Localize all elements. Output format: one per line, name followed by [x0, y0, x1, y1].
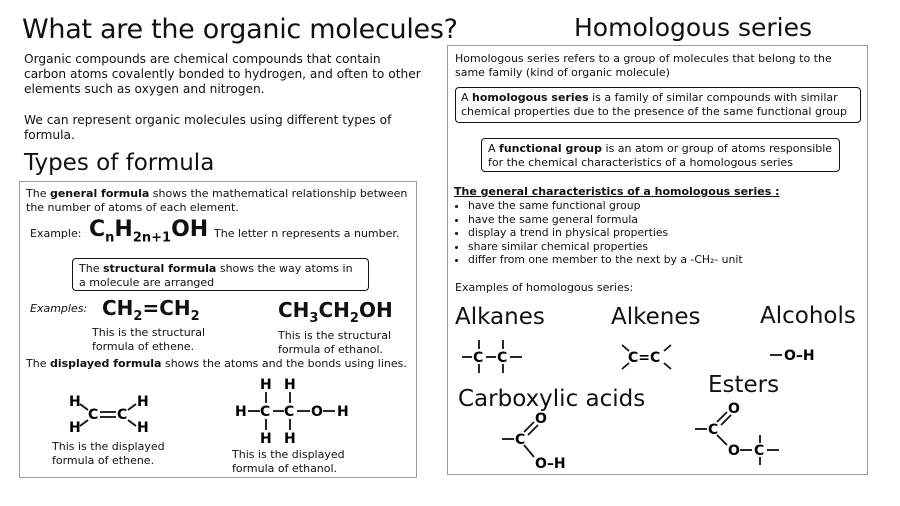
types-of-formula-title: Types of formula: [24, 150, 215, 176]
esters-label: Esters: [708, 372, 780, 398]
ethanol-structural-caption: This is the structural formula of ethanol.: [278, 329, 391, 356]
homologous-series-definition-box: A homologous series is a family of similar compounds with similar chemical properties due to the presence of the same functional group: [455, 87, 861, 123]
ethanol-displayed-caption: This is the displayed formula of ethanol.: [232, 448, 345, 475]
ethanol-displayed-diagram: [230, 375, 370, 447]
carboxylic-acids-label: Carboxylic acids: [458, 386, 646, 412]
general-formula-text: The general formula shows the mathematical relationship between the number of atoms of each element.: [26, 187, 408, 214]
alkenes-label: Alkenes: [611, 304, 701, 330]
ethene-structural-formula: $CH_2=CH_2$: [102, 296, 200, 324]
atom-o: O: [728, 401, 740, 417]
list-item: • differ from one member to the next by a -CH₂- unit: [468, 253, 743, 267]
alkane-functional-group: [460, 336, 530, 376]
ethene-displayed-diagram: [60, 388, 160, 438]
atom-c: C: [497, 350, 508, 366]
list-item: • display a trend in physical properties: [468, 226, 743, 240]
hydroxyl-group: O–H: [784, 348, 815, 364]
types-of-formula-box: [19, 181, 417, 478]
alkanes-label: Alkanes: [455, 304, 545, 330]
atom-c: C: [473, 350, 484, 366]
atom-c: C: [284, 404, 295, 420]
ethanol-structural-formula: $CH_3CH_2OH$: [278, 298, 393, 326]
atom-h: H: [69, 394, 81, 410]
examples-label: Examples:: [30, 302, 88, 315]
ethene-structural-caption: This is the structural formula of ethene.: [92, 326, 205, 353]
homologous-definition: Homologous series refers to a group of molecules that belong to the same family (kind of organic molecule): [455, 52, 832, 79]
structural-formula-definition: The structural formula shows the way atoms in a molecule are arranged: [72, 258, 369, 291]
atom-h: H: [337, 404, 349, 420]
homologous-series-box: [447, 45, 868, 475]
example-label: Example:: [30, 227, 82, 240]
intro-paragraph-1: Organic compounds are chemical compounds that contain carbon atoms covalently bonded to hydrogen, and often to other elements such as oxygen and nitrogen.: [24, 52, 421, 96]
letter-n-note: The letter n represents a number.: [214, 227, 400, 240]
atom-h: H: [284, 377, 296, 393]
atom-c: C: [515, 432, 526, 448]
atom-c: C: [117, 407, 128, 423]
atom-c: C: [708, 422, 719, 438]
atom-c: C: [260, 404, 271, 420]
atom-h: H: [69, 420, 81, 436]
ester-functional-group: [693, 401, 793, 471]
intro-text: [24, 52, 424, 159]
characteristics-heading: The general characteristics of a homologous series :: [454, 185, 780, 198]
general-formula-example: $C_nH_{2n+1}OH$: [89, 217, 209, 246]
atom-o: O: [311, 404, 323, 420]
alcohols-label: Alcohols: [760, 303, 856, 329]
atom-h: H: [235, 404, 247, 420]
atom-h: H: [137, 420, 149, 436]
atom-c: C: [754, 443, 765, 459]
atom-h: H: [284, 431, 296, 447]
list-item: • share similar chemical properties: [468, 240, 743, 254]
hydroxyl-group: O–H: [535, 456, 566, 472]
list-item: • have the same general formula: [468, 213, 743, 227]
page-title: What are the organic molecules?: [22, 14, 458, 45]
list-item: • have the same functional group: [468, 199, 743, 213]
carboxylic-acid-functional-group: [498, 412, 588, 472]
atom-o: O: [535, 412, 547, 427]
atom-o: O: [728, 443, 740, 459]
functional-group-definition-box: A functional group is an atom or group of atoms responsible for the chemical characteristics of a homologous series: [481, 138, 840, 172]
characteristics-list: [454, 199, 743, 267]
atom-h: H: [260, 377, 272, 393]
atom-c: C: [88, 407, 99, 423]
alkene-double-bond: C=C: [628, 350, 661, 366]
alcohol-functional-group: [768, 344, 838, 366]
examples-heading: Examples of homologous series:: [455, 281, 634, 294]
ethene-displayed-caption: This is the displayed formula of ethene.: [52, 440, 165, 467]
atom-h: H: [260, 431, 272, 447]
intro-paragraph-2: We can represent organic molecules using different types of formula.: [24, 113, 392, 142]
atom-h: H: [137, 394, 149, 410]
homologous-series-title: Homologous series: [574, 13, 813, 42]
alkene-functional-group: [618, 339, 678, 375]
displayed-formula-text: The displayed formula shows the atoms and the bonds using lines.: [26, 357, 407, 370]
